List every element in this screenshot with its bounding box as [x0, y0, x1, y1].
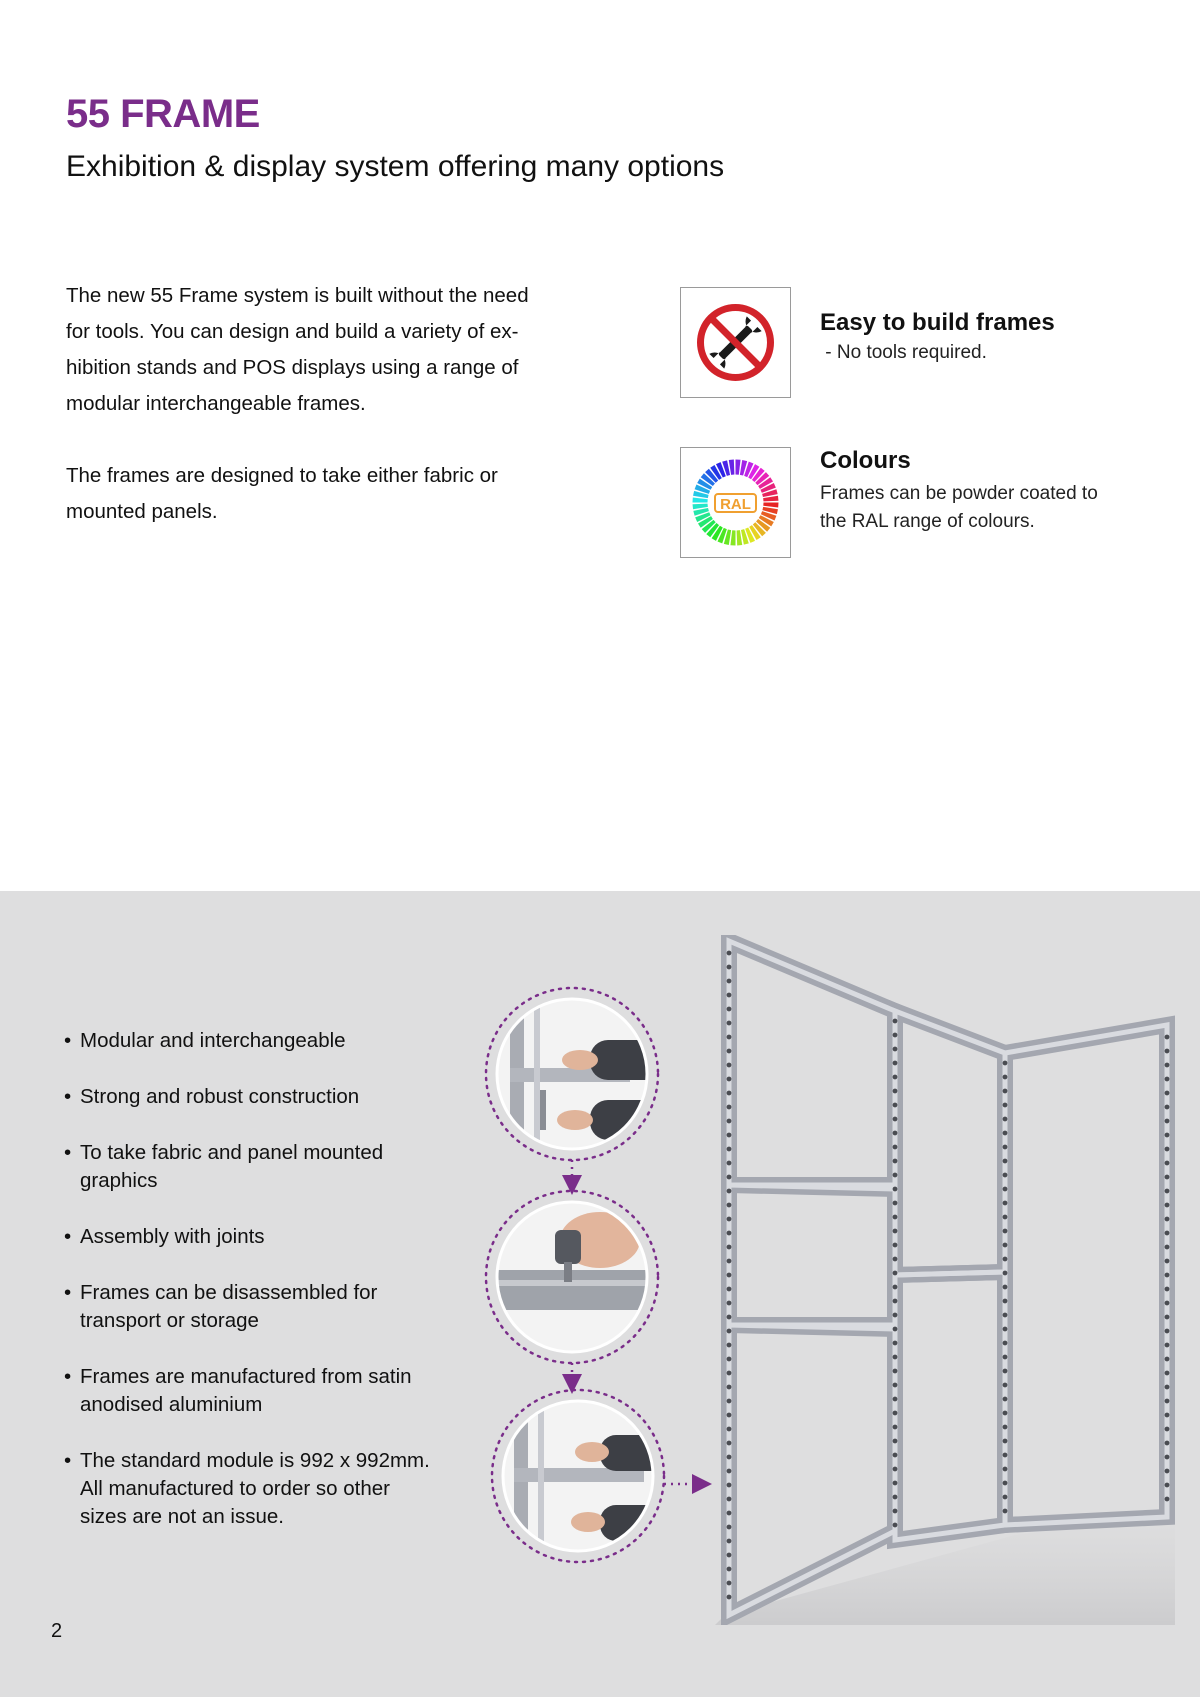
frame-slot-hole — [727, 1315, 732, 1320]
frame-slot-hole — [893, 1369, 898, 1374]
list-item: • Modular and interchangeable — [64, 1029, 346, 1052]
frame-slot-hole — [893, 1117, 898, 1122]
frame-slot-hole — [1165, 1147, 1170, 1152]
feature-description: Frames can be powder coated to the RAL range of colours. — [820, 483, 1098, 532]
frame-slot-hole — [1003, 1145, 1008, 1150]
frame-slot-hole — [1165, 1133, 1170, 1138]
frame-slot-hole — [893, 1411, 898, 1416]
frame-slot-hole — [727, 1595, 732, 1600]
frame-slot-hole — [1003, 1481, 1008, 1486]
ral-wheel-segment — [737, 530, 743, 545]
frame-slot-hole — [727, 1357, 732, 1362]
frame-slot-hole — [1003, 1467, 1008, 1472]
frame-slot-hole — [893, 1131, 898, 1136]
frame-slot-hole — [727, 1161, 732, 1166]
ral-wheel-segment — [729, 460, 735, 475]
frame-slot-hole — [893, 1229, 898, 1234]
frame-slot-hole — [727, 1553, 732, 1558]
no-tools-icon — [687, 294, 784, 391]
frame-slot-hole — [1003, 1243, 1008, 1248]
frame-slot-hole — [727, 1007, 732, 1012]
frame-slot-hole — [727, 1133, 732, 1138]
frame-slot-hole — [893, 1201, 898, 1206]
frame-slot-hole — [893, 1173, 898, 1178]
frame-slot-hole — [1003, 1383, 1008, 1388]
feature-description: - No tools required. — [820, 342, 987, 363]
frame-slot-hole — [1003, 1285, 1008, 1290]
frame-slot-hole — [727, 1567, 732, 1572]
intro-text — [66, 278, 556, 566]
frame-slot-hole — [1165, 1315, 1170, 1320]
frame-slot-hole — [727, 1119, 732, 1124]
assembly-photo-3 — [480, 1380, 720, 1580]
ral-wheel-segment — [736, 460, 741, 475]
frame-slot-hole — [893, 1145, 898, 1150]
frame-slot-hole — [1003, 1355, 1008, 1360]
ral-wheel-segment — [693, 497, 708, 502]
frame-slot-hole — [893, 1243, 898, 1248]
frame-slot-hole — [1003, 1425, 1008, 1430]
frame-slot-hole — [1003, 1075, 1008, 1080]
list-item: • Frames can be disassembled for transport or storage — [64, 1281, 378, 1332]
frame-slot-hole — [727, 1259, 732, 1264]
frame-slot-hole — [1165, 1483, 1170, 1488]
frame-slot-hole — [1165, 1035, 1170, 1040]
frame-slot-hole — [1003, 1257, 1008, 1262]
frame-slot-hole — [727, 1175, 732, 1180]
frame-slot-hole — [727, 1189, 732, 1194]
list-item: • The standard module is 992 x 992mm. All manufactured to order so other sizes are not an issue. — [64, 1449, 430, 1528]
frame-slot-hole — [1003, 1313, 1008, 1318]
frame-slot-hole — [727, 993, 732, 998]
frame-slot-hole — [727, 1217, 732, 1222]
frame-slot-hole — [727, 1021, 732, 1026]
frame-slot-hole — [893, 1019, 898, 1024]
frame-slot-hole — [727, 1203, 732, 1208]
frame-slot-hole — [1003, 1187, 1008, 1192]
frame-slot-hole — [727, 1105, 732, 1110]
frame-slot-hole — [1003, 1103, 1008, 1108]
frame-slot-hole — [1003, 1229, 1008, 1234]
frame-slot-hole — [1003, 1327, 1008, 1332]
frame-slot-hole — [1003, 1495, 1008, 1500]
frame-slot-hole — [1165, 1091, 1170, 1096]
frame-slot-hole — [1165, 1259, 1170, 1264]
frame-slot-hole — [893, 1187, 898, 1192]
frame-slot-hole — [727, 1329, 732, 1334]
frame-slot-hole — [1165, 1385, 1170, 1390]
frame-slot-hole — [1003, 1271, 1008, 1276]
frame-slot-hole — [1003, 1173, 1008, 1178]
frame-slot-hole — [727, 1469, 732, 1474]
frame-slot-hole — [727, 1427, 732, 1432]
frame-slot-hole — [727, 1147, 732, 1152]
frame-slot-hole — [893, 1285, 898, 1290]
frame-slot-hole — [893, 1047, 898, 1052]
ral-wheel-segment — [763, 503, 778, 508]
ral-label: RAL — [720, 496, 751, 513]
page-title: 55 FRAME — [66, 92, 260, 136]
frame-slot-hole — [1165, 1343, 1170, 1348]
assembly-photo-2 — [480, 1180, 720, 1380]
feature-heading: Easy to build frames — [820, 309, 1055, 336]
frame-slot-hole — [893, 1271, 898, 1276]
frame-slot-hole — [727, 1245, 732, 1250]
frame-slot-hole — [893, 1523, 898, 1528]
frame-slot-hole — [1003, 1215, 1008, 1220]
frame-slot-hole — [1165, 1245, 1170, 1250]
frame-slot-hole — [727, 1049, 732, 1054]
frame-slot-hole — [893, 1355, 898, 1360]
frame-slot-hole — [893, 1103, 898, 1108]
frame-slot-hole — [1003, 1397, 1008, 1402]
frame-slot-hole — [1165, 1161, 1170, 1166]
frame-slot-hole — [893, 1439, 898, 1444]
frame-slot-hole — [727, 1413, 732, 1418]
frame-slot-hole — [727, 1483, 732, 1488]
bullet-list — [64, 1027, 484, 1559]
feature-easy-build — [680, 287, 1160, 399]
frame-slot-hole — [1003, 1201, 1008, 1206]
frame-slot-hole — [727, 1301, 732, 1306]
frame-slot-hole — [893, 1495, 898, 1500]
frame-slot-hole — [1165, 1469, 1170, 1474]
frame-slot-hole — [727, 1581, 732, 1586]
frame-slot-hole — [727, 1371, 732, 1376]
frame-slot-hole — [1165, 1455, 1170, 1460]
frame-slot-hole — [1003, 1411, 1008, 1416]
assembly-photos — [480, 980, 720, 1580]
frame-slot-hole — [1165, 1441, 1170, 1446]
ral-icon-box — [680, 447, 791, 558]
frame-slot-hole — [1165, 1105, 1170, 1110]
list-item: • Assembly with joints — [64, 1225, 265, 1248]
page-number: 2 — [51, 1620, 63, 1642]
frame-slot-hole — [1003, 1089, 1008, 1094]
frame-slot-hole — [727, 1343, 732, 1348]
frame-slot-hole — [727, 1231, 732, 1236]
frame-slot-hole — [1165, 1497, 1170, 1502]
frame-slot-hole — [893, 1453, 898, 1458]
frame-slot-hole — [727, 1455, 732, 1460]
list-item: • Strong and robust construction — [64, 1085, 360, 1108]
no-tools-icon-box — [680, 287, 791, 398]
frame-slot-hole — [727, 1511, 732, 1516]
frame-slot-hole — [1165, 1371, 1170, 1376]
frame-slot-hole — [727, 1399, 732, 1404]
frame-slot-hole — [893, 1341, 898, 1346]
frame-slot-hole — [893, 1033, 898, 1038]
frame-slot-hole — [893, 1467, 898, 1472]
frame-slot-hole — [727, 1063, 732, 1068]
frame-slot-hole — [727, 1441, 732, 1446]
list-item: • Frames are manufactured from satin anodised aluminium — [64, 1365, 412, 1416]
frame-slot-hole — [1003, 1299, 1008, 1304]
frame-slot-hole — [727, 951, 732, 956]
frame-slot-hole — [1165, 1175, 1170, 1180]
frame-slot-hole — [727, 1091, 732, 1096]
frame-slot-hole — [727, 979, 732, 984]
frame-slot-hole — [1003, 1369, 1008, 1374]
frame-slot-hole — [893, 1397, 898, 1402]
ral-wheel-segment — [763, 496, 778, 502]
frame-slot-hole — [893, 1481, 898, 1486]
frame-slot-hole — [727, 1525, 732, 1530]
frame-slot-hole — [1165, 1077, 1170, 1082]
frame-slot-hole — [893, 1089, 898, 1094]
frame-slot-hole — [1165, 1203, 1170, 1208]
frame-slot-hole — [727, 1287, 732, 1292]
frame-slot-hole — [1165, 1231, 1170, 1236]
assembly-photo-1 — [480, 980, 720, 1180]
feature-heading: Colours — [820, 447, 911, 474]
frame-slot-hole — [1165, 1399, 1170, 1404]
frame-slot-hole — [727, 1035, 732, 1040]
ral-colour-wheel-icon — [687, 454, 784, 551]
frame-slot-hole — [727, 1385, 732, 1390]
frame-slot-hole — [893, 1159, 898, 1164]
frame-slot-hole — [893, 1075, 898, 1080]
intro-paragraph: The new 55 Frame system is built without the need for tools. You can design and build a variety of ex-hibition stands and POS displays using a range of modular interchangeable frames. — [66, 284, 529, 415]
frame-slot-hole — [1165, 1189, 1170, 1194]
frame-slot-hole — [727, 1539, 732, 1544]
frame-slot-hole — [1003, 1117, 1008, 1122]
frame-slot-hole — [727, 1273, 732, 1278]
frame-slot-hole — [1165, 1217, 1170, 1222]
frame-slot-hole — [1003, 1439, 1008, 1444]
ral-wheel-segment — [730, 530, 735, 545]
frame-slot-hole — [1003, 1341, 1008, 1346]
frame-slot-hole — [1165, 1273, 1170, 1278]
frame-slot-hole — [1165, 1063, 1170, 1068]
frame-slot-hole — [1165, 1049, 1170, 1054]
frame-slot-hole — [893, 1215, 898, 1220]
frame-slot-hole — [893, 1327, 898, 1332]
frame-slot-hole — [1165, 1119, 1170, 1124]
frame-slot-hole — [1003, 1509, 1008, 1514]
frame-slot-hole — [1165, 1287, 1170, 1292]
page-subtitle: Exhibition & display system offering many options — [66, 150, 725, 183]
frame-slot-hole — [893, 1313, 898, 1318]
frame-slot-hole — [1165, 1357, 1170, 1362]
frame-slot-hole — [1165, 1427, 1170, 1432]
frame-system-illustration — [715, 935, 1175, 1625]
frame-slot-hole — [1165, 1329, 1170, 1334]
ral-wheel-segment — [693, 504, 708, 510]
frame-slot-hole — [893, 1509, 898, 1514]
frame-slot-hole — [1003, 1131, 1008, 1136]
feature-colours — [680, 447, 1160, 559]
intro-paragraph: The frames are designed to take either fabric or mounted panels. — [66, 464, 498, 523]
frame-slot-hole — [893, 1257, 898, 1262]
frame-slot-hole — [727, 965, 732, 970]
frame-slot-hole — [893, 1299, 898, 1304]
frame-slot-hole — [1003, 1061, 1008, 1066]
frame-slot-hole — [893, 1383, 898, 1388]
frame-slot-hole — [893, 1061, 898, 1066]
frame-slot-hole — [1003, 1159, 1008, 1164]
frame-slot-hole — [727, 1077, 732, 1082]
frame-slot-hole — [727, 1497, 732, 1502]
frame-slot-hole — [1165, 1301, 1170, 1306]
list-item: • To take fabric and panel mounted graphics — [64, 1141, 384, 1192]
frame-slot-hole — [1003, 1453, 1008, 1458]
frame-slot-hole — [893, 1425, 898, 1430]
frame-slot-hole — [1165, 1413, 1170, 1418]
